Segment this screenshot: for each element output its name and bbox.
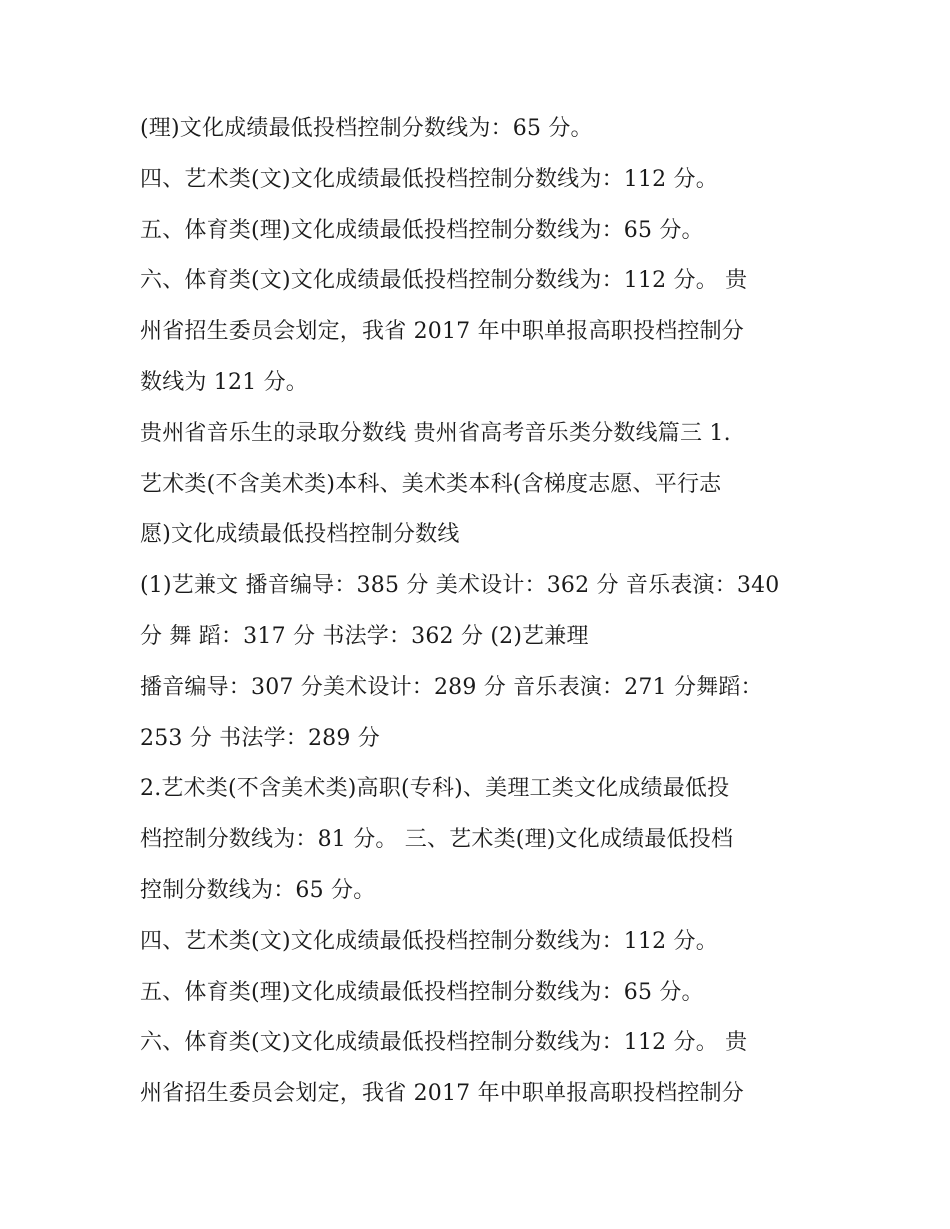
text-line: 六、体育类(文)文化成绩最低投档控制分数线为：112 分。 贵 (140, 268, 748, 294)
document-body (140, 104, 820, 1120)
text-line: 2.艺术类(不含美术类)高职(专科)、美理工类文化成绩最低投 (140, 776, 730, 802)
text-line: (理)文化成绩最低投档控制分数线为：65 分。 (140, 116, 593, 141)
text-line: 档控制分数线为：81 分。 三、艺术类(理)文化成绩最低投档 (140, 827, 734, 853)
text-line: 控制分数线为：65 分。 (140, 877, 376, 903)
text-line: 播音编导：307 分美术设计：289 分 音乐表演：271 分舞蹈： (140, 674, 763, 700)
text-line: 六、体育类(文)文化成绩最低投档控制分数线为：112 分。 贵 (140, 1030, 748, 1056)
text-line: 数线为 121 分。 (140, 369, 308, 395)
text-line: 州省招生委员会划定，我省 2017 年中职单报高职投档控制分 (140, 319, 744, 345)
text-line: 州省招生委员会划定，我省 2017 年中职单报高职投档控制分 (140, 1081, 744, 1107)
text-line: 253 分 书法学：289 分 (140, 725, 380, 751)
text-line: 艺术类(不含美术类)本科、美术类本科(含梯度志愿、平行志 (140, 471, 722, 497)
text-line: 四、艺术类(文)文化成绩最低投档控制分数线为：112 分。 (140, 166, 718, 192)
text-line: 分 舞 蹈：317 分 书法学：362 分 (2)艺兼理 (140, 623, 589, 649)
text-line: 贵州省音乐生的录取分数线 贵州省高考音乐类分数线篇三 1. (140, 420, 731, 446)
text-line: 四、艺术类(文)文化成绩最低投档控制分数线为：112 分。 (140, 928, 718, 954)
text-line: 五、体育类(理)文化成绩最低投档控制分数线为：65 分。 (140, 217, 704, 243)
text-line: 五、体育类(理)文化成绩最低投档控制分数线为：65 分。 (140, 979, 704, 1005)
text-line: (1)艺兼文 播音编导：385 分 美术设计：362 分 音乐表演：340 (140, 573, 780, 599)
text-line: 愿)文化成绩最低投档控制分数线 (140, 522, 460, 548)
